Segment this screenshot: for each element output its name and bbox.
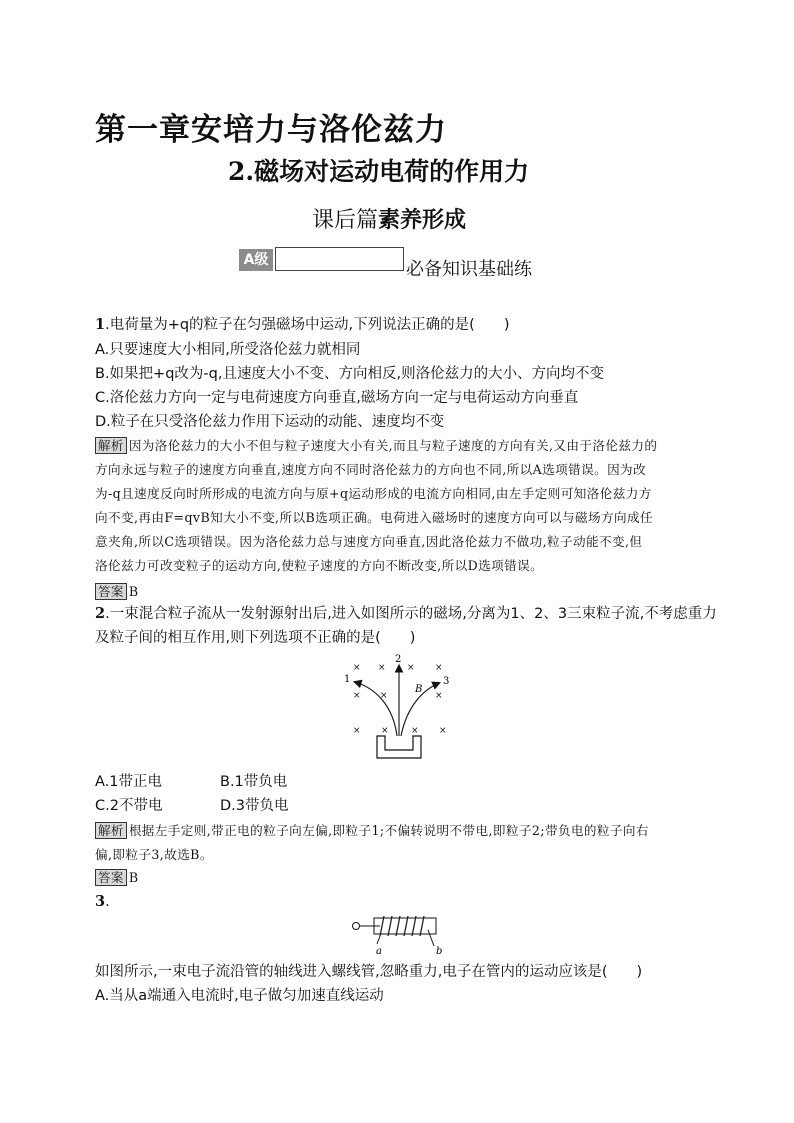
question-1-stem: 1.电荷量为+q的粒子在匀强磁场中运动,下列说法正确的是( )	[95, 316, 510, 333]
question-3-stem: 如图所示,一束电子流沿管的轴线进入螺线管,忽略重力,电子在管内的运动应该是( )	[95, 964, 643, 980]
svg-text:×: ×	[407, 663, 415, 673]
analysis-tag: 解析	[95, 822, 127, 839]
question-1-analysis-line: 向不变,再由F=qvB知大小不变,所以B选项正确。电荷进入磁场时的速度方向可以与磁场方向成任	[95, 510, 653, 525]
subtitle-normal: 课后篇	[312, 208, 379, 233]
question-1-option-d: D.粒子在只受洛伦兹力作用下运动的动能、速度均不变	[95, 414, 445, 430]
question-2-analysis-line: 解析 根据左手定则,带正电的粒子向左偏,即粒子1;不偏转说明不带电,即粒子2;带负电的粒子向右	[95, 821, 649, 841]
section-number: 2.	[228, 157, 255, 186]
question-1-option-c: C.洛伦兹力方向一定与电荷速度方向垂直,磁场方向一定与电荷运动方向垂直	[95, 390, 579, 406]
question-1-answer	[95, 582, 138, 602]
question-3-number: 3.	[95, 893, 110, 910]
answer-tag: 答案	[95, 869, 127, 886]
question-2-stem-line: 及粒子间的相互作用,则下列选项不正确的是( )	[95, 630, 416, 646]
question-3-option-a: A.当从a端通入电流时,电子做匀加速直线运动	[95, 988, 384, 1004]
svg-text:×: ×	[378, 663, 386, 673]
section-title	[228, 152, 529, 188]
question-1-analysis-line: 为-q且速度反向时所形成的电流方向与原+q运动形成的电流方向相同,由左手定则可知洛伦兹力方	[95, 486, 652, 501]
question-1-option-b: B.如果把+q改为-q,且速度大小不变、方向相反,则洛伦兹力的大小、方向均不变	[95, 366, 605, 382]
question-1-analysis-line: 解析 因为洛伦兹力的大小不但与粒子速度大小有关,而且与粒子速度的方向有关,又由于洛伦兹力的	[95, 436, 657, 456]
level-badge: A级	[239, 249, 273, 271]
magnetic-field-figure	[335, 650, 465, 765]
solenoid-figure	[350, 910, 450, 958]
question-2-option-a: A.1带正电	[95, 774, 162, 790]
question-2-option-b: B.1带负电	[220, 774, 288, 790]
svg-text:×: ×	[435, 691, 443, 701]
svg-text:×: ×	[353, 726, 361, 736]
question-2-option-d: D.3带负电	[220, 798, 289, 814]
level-box	[275, 247, 404, 271]
answer-value: B	[128, 870, 139, 885]
question-1-analysis-line: 意夹角,所以C选项错误。因为洛伦兹力总与速度方向垂直,因此洛伦兹力不做功,粒子动能不变,但	[95, 534, 643, 549]
question-2-analysis-line: 偏,即粒子3,故选B。	[95, 847, 213, 862]
svg-text:×: ×	[411, 726, 419, 736]
question-2-option-c: C.2不带电	[95, 798, 163, 814]
section-title-text: 磁场对运动电荷的作用力	[254, 157, 530, 186]
subtitle	[312, 203, 466, 234]
svg-text:×: ×	[353, 691, 361, 701]
question-2-answer	[95, 868, 138, 888]
source-emitter	[377, 736, 421, 758]
field-label: B	[415, 684, 423, 695]
beam-3-label: 3	[443, 676, 450, 687]
question-number: 2	[95, 605, 106, 622]
solenoid-end-b-label: b	[436, 946, 443, 957]
answer-tag: 答案	[95, 583, 127, 600]
beam-2-label: 2	[395, 654, 402, 665]
solenoid-end-a-label: a	[376, 946, 382, 957]
level-text: 必备知识基础练	[406, 259, 532, 280]
beam-1-label: 1	[344, 674, 351, 685]
question-1-option-a: A.只要速度大小相同,所受洛伦兹力就相同	[95, 342, 361, 358]
question-number: 1	[95, 316, 106, 333]
answer-value: B	[128, 584, 139, 599]
field-cross-marks	[353, 663, 450, 736]
subtitle-bold: 素养形成	[378, 208, 467, 233]
svg-text:×: ×	[435, 663, 443, 673]
question-1-analysis-line: 洛伦兹力可改变粒子的运动方向,使粒子速度的方向不断改变,所以D选项错误。	[95, 558, 544, 573]
analysis-tag: 解析	[95, 437, 127, 454]
svg-text:×: ×	[381, 726, 389, 736]
svg-text:×: ×	[380, 691, 388, 701]
chapter-title: 第一章安培力与洛伦兹力	[95, 112, 447, 148]
svg-text:×: ×	[439, 726, 447, 736]
solenoid-coils	[380, 916, 424, 936]
question-2-stem: 2.一束混合粒子流从一发射源射出后,进入如图所示的磁场,分离为1、2、3三束粒子流,不考虑重力	[95, 605, 717, 622]
svg-text:×: ×	[353, 663, 361, 673]
beam-1-path	[355, 682, 397, 736]
question-1-analysis-line: 方向永远与粒子的速度方向垂直,速度方向不同时洛伦兹力的方向也不同,所以A选项错误。因为改	[95, 462, 647, 477]
